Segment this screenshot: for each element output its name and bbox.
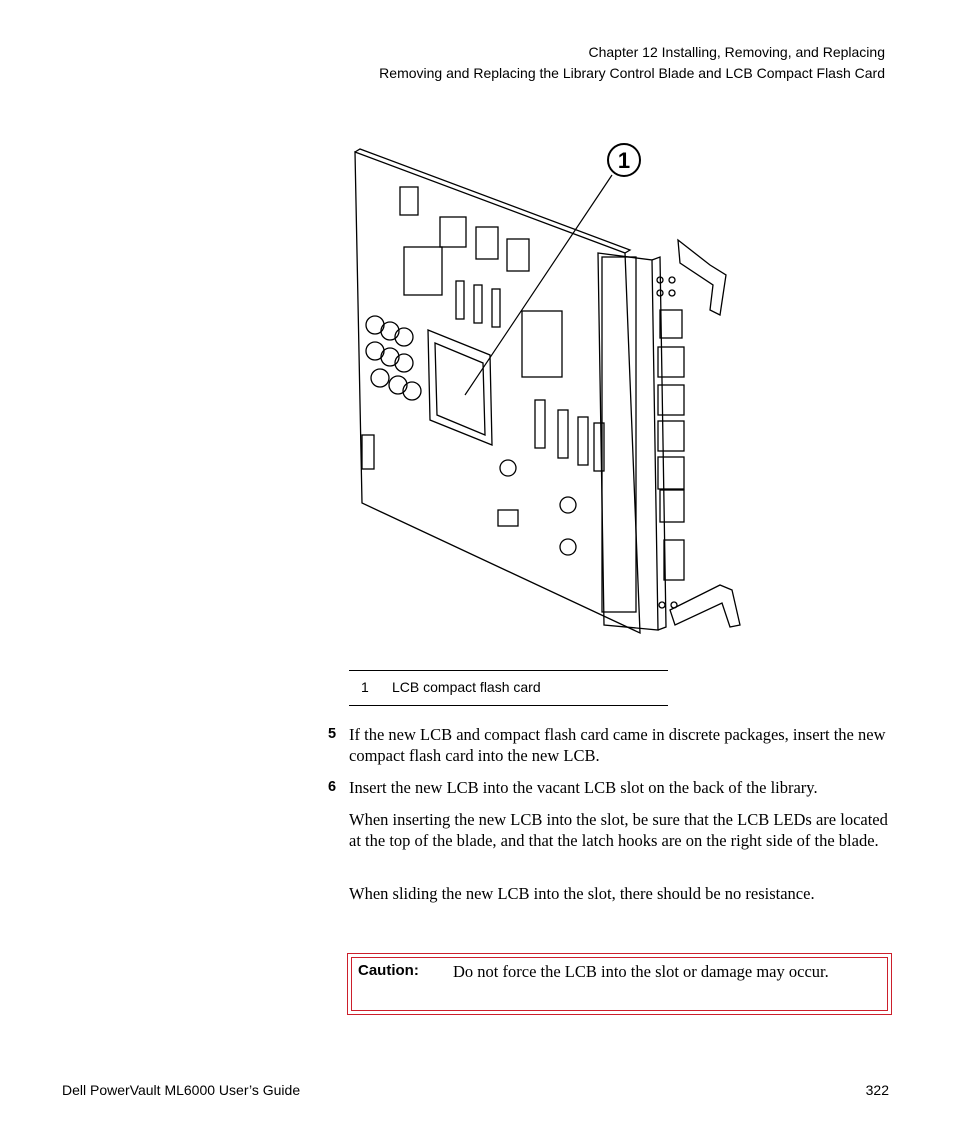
legend-number: 1 (361, 679, 369, 695)
page-number: 322 (865, 1082, 889, 1098)
figure-legend (349, 670, 668, 706)
lcb-illustration (340, 135, 760, 640)
instruction-paragraph: When inserting the new LCB into the slot, be sure that the LCB LEDs are located at the top of the blade, and that the latch hooks are on the right side of the blade. (349, 810, 888, 850)
caution-box (347, 953, 892, 1015)
latch-hook-bottom (670, 585, 740, 627)
step-text: Insert the new LCB into the vacant LCB slot on the back of the library. (349, 778, 818, 797)
latch-hook-top (678, 240, 726, 315)
legend-label: LCB compact flash card (392, 679, 541, 695)
section-heading: Removing and Replacing the Library Control Blade and LCB Compact Flash Card (379, 65, 885, 81)
instruction-paragraph: When sliding the new LCB into the slot, there should be no resistance. (349, 884, 815, 903)
step-number: 6 (328, 779, 337, 795)
callout-number: 1 (617, 148, 631, 173)
chapter-heading: Chapter 12 Installing, Removing, and Replacing (588, 44, 885, 60)
board-outline (355, 152, 640, 633)
callout-leader (465, 175, 612, 395)
footer-guide-title: Dell PowerVault ML6000 User’s Guide (62, 1082, 301, 1098)
step-text: If the new LCB and compact flash card came in discrete packages, insert the new compact flash card into the new LCB. (349, 725, 886, 765)
faceplate (598, 253, 658, 630)
caution-text: Do not force the LCB into the slot or damage may occur. (453, 962, 829, 981)
compact-flash-card (428, 330, 492, 445)
caution-label: Caution: (358, 962, 419, 979)
step-number: 5 (328, 726, 337, 742)
